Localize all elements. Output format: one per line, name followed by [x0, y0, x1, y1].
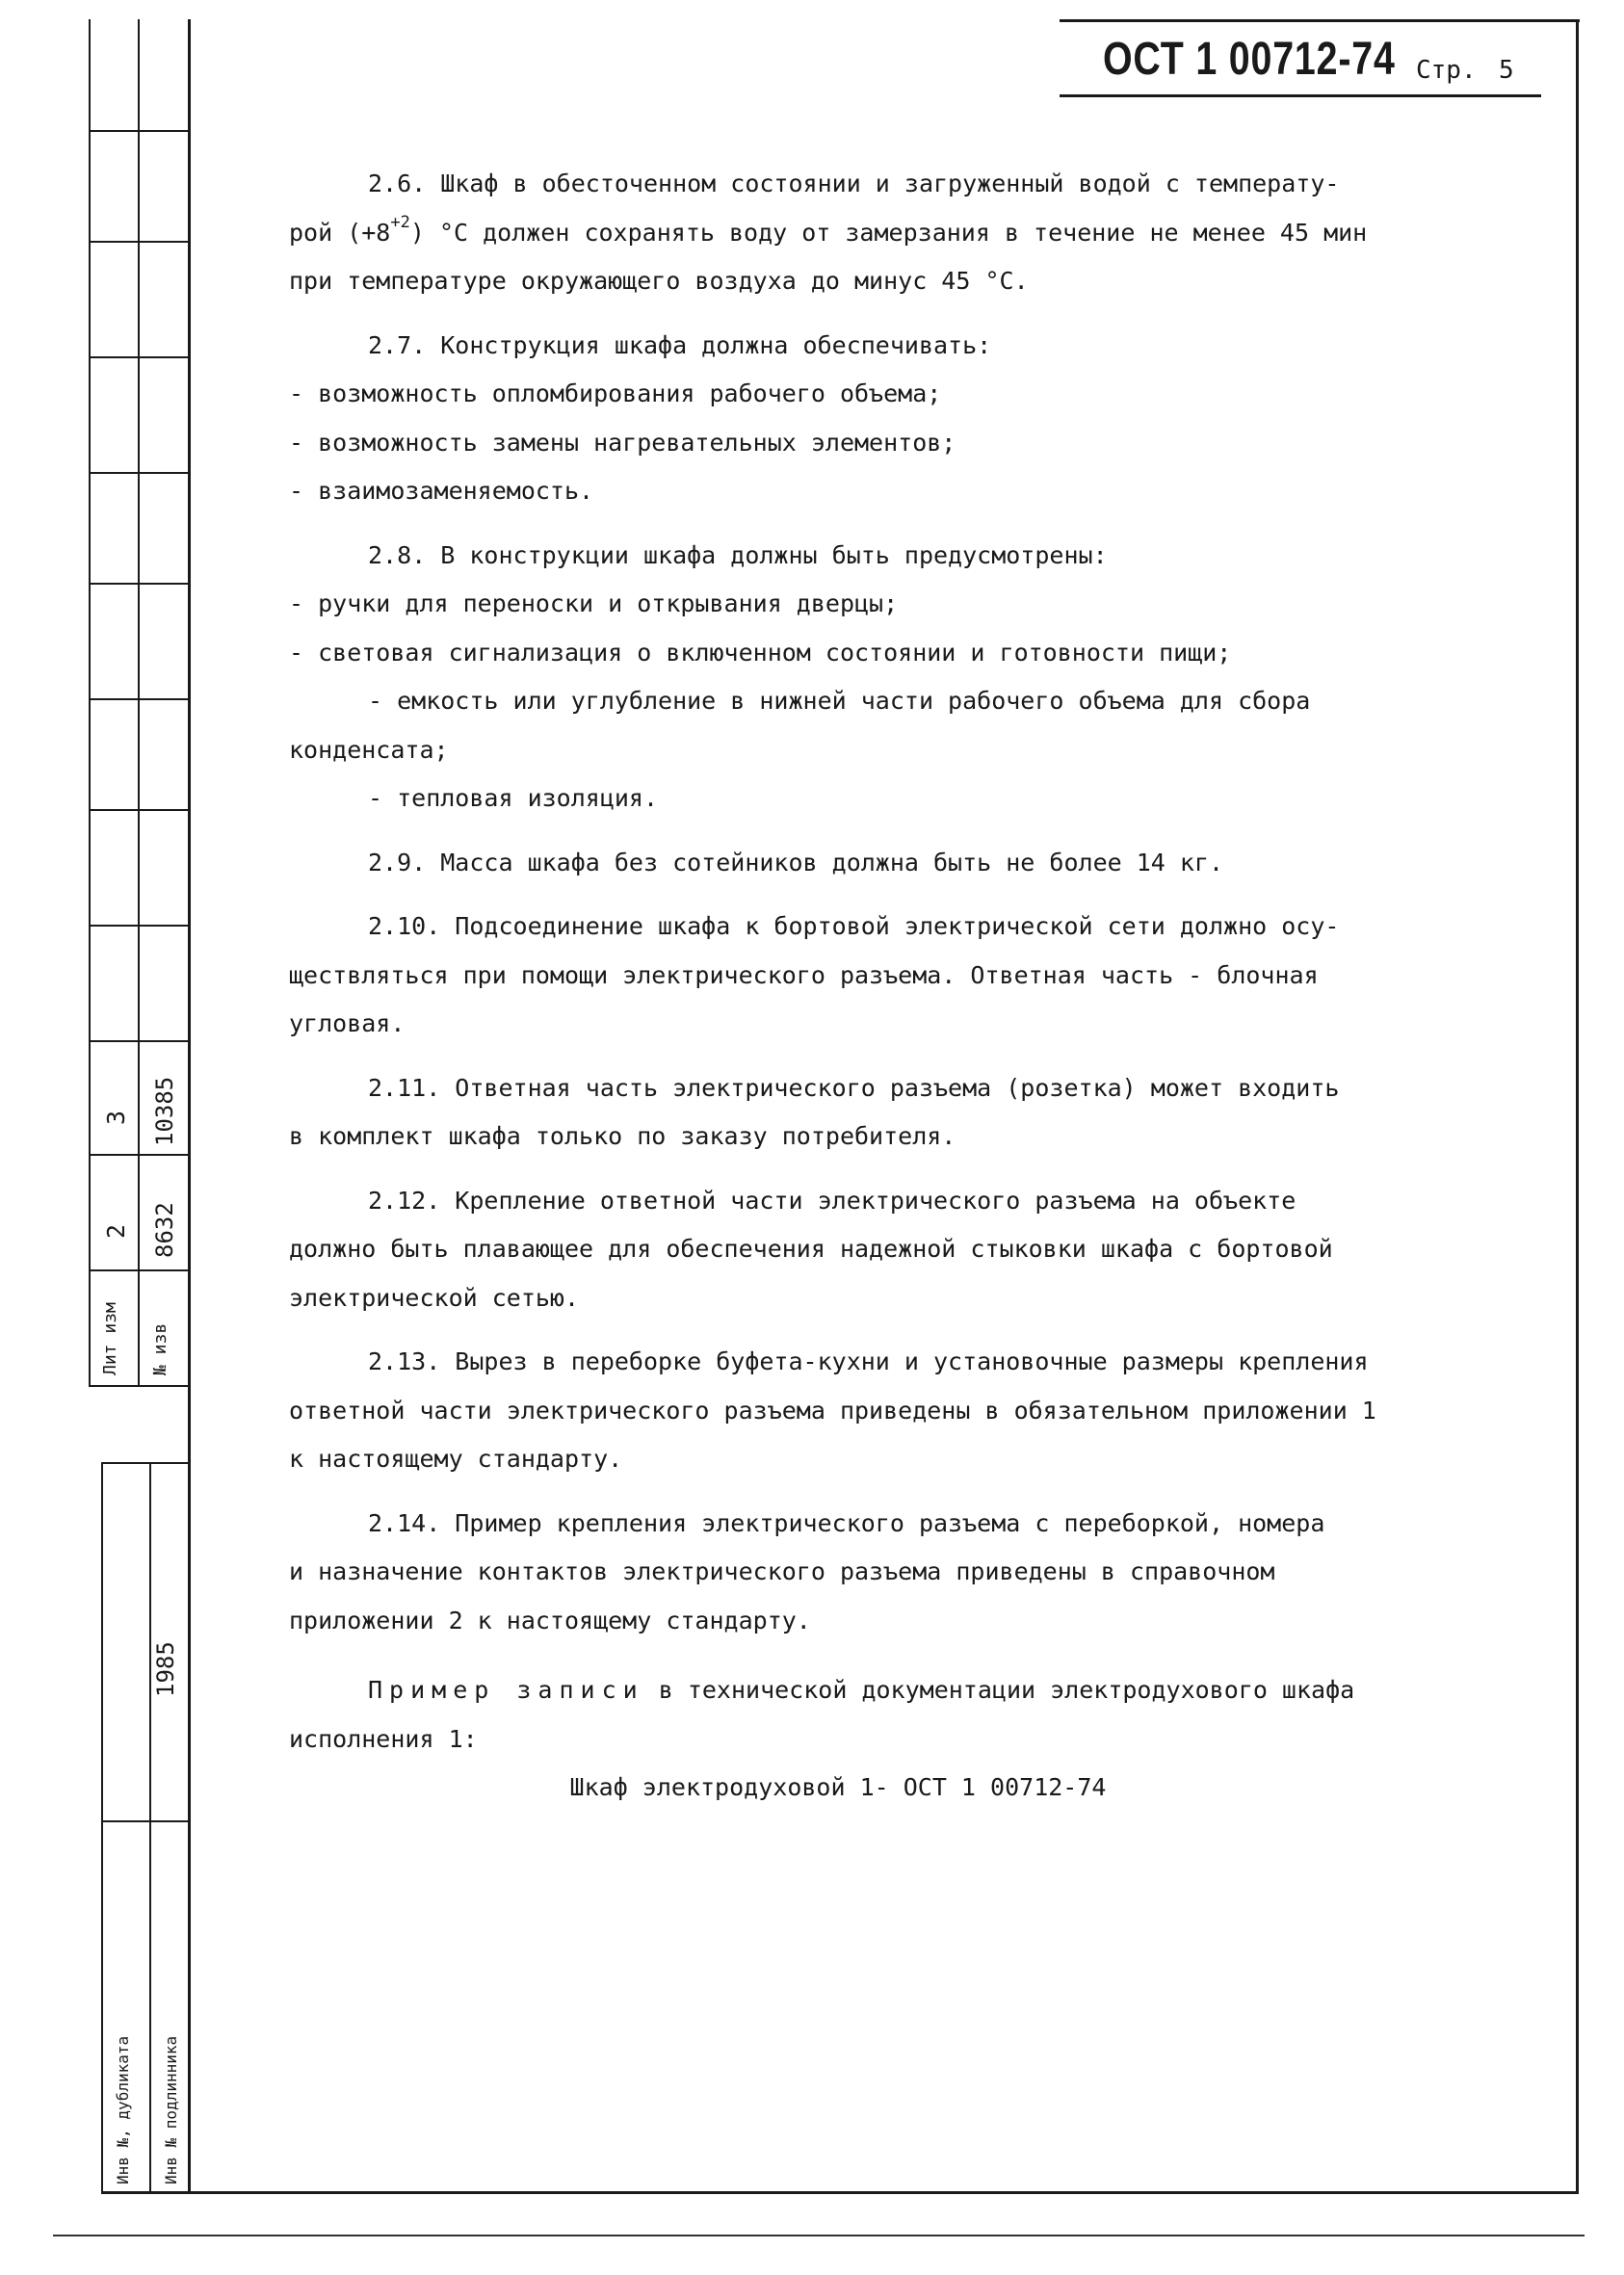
- stamp-year: 1985: [152, 1641, 179, 1697]
- stamp-row: [89, 1269, 188, 1271]
- list-item: - тепловая изоляция.: [368, 784, 659, 812]
- page-bottom-rule: [53, 2235, 1585, 2236]
- paragraph-2-13-line3: к настоящему стандарту.: [289, 1445, 623, 1473]
- paragraph-2-10-line1: 2.10. Подсоединение шкафа к бортовой электрической сети должно осу-: [368, 912, 1340, 940]
- document-code: ОСТ 1 00712-74: [1103, 34, 1396, 85]
- stamp-lower-top: [101, 1462, 190, 1464]
- text-span: рой (+8: [289, 218, 391, 247]
- paragraph-2-14-line1: 2.14. Пример крепления электрического разъема с переборкой, номера: [368, 1508, 1325, 1537]
- list-item: - световая сигнализация о включенном состоянии и готовности пищи;: [289, 638, 1232, 667]
- paragraph-2-13-line1: 2.13. Вырез в переборке буфета-кухни и установочные размеры крепления: [368, 1347, 1369, 1375]
- stamp-row: [89, 809, 188, 811]
- list-item: - возможность опломбирования рабочего объема;: [289, 379, 942, 407]
- paragraph-2-11-line2: в комплект шкафа только по заказу потребителя.: [289, 1122, 956, 1150]
- stamp-dubl-label: Инв №, дубликата: [114, 2035, 132, 2184]
- stamp-lit-label: Лит изм: [100, 1302, 120, 1375]
- example-line1: [289, 1666, 1483, 1715]
- stamp-row: [89, 1385, 188, 1387]
- stamp-row: [89, 698, 188, 700]
- header-underline: [1060, 94, 1541, 97]
- stamp-notice-10385: 10385: [151, 1076, 178, 1146]
- paragraph-2-14-line3: приложении 2 к настоящему стандарту.: [289, 1606, 811, 1634]
- frame-bottom: [101, 2191, 1579, 2194]
- stamp-row: [89, 925, 188, 927]
- list-item: - возможность замены нагревательных элементов;: [289, 428, 956, 457]
- stamp-row: [89, 1154, 188, 1156]
- paragraph-2-10-line3: угловая.: [289, 1009, 406, 1037]
- list-item-continuation: конденсата;: [289, 735, 449, 764]
- list-item: - ручки для переноски и открывания дверцы;: [289, 589, 899, 617]
- frame-top-right: [1060, 19, 1580, 22]
- example-line2: исполнения 1:: [289, 1724, 478, 1753]
- stamp-lower-mid: [149, 1462, 151, 2194]
- paragraph-2-12-line3: электрической сетью.: [289, 1283, 580, 1312]
- example-designation: Шкаф электродуховой 1- ОСТ 1 00712-74: [569, 1773, 1107, 1801]
- paragraph-2-10-line2: ществляться при помощи электрического разъема. Ответная часть - блочная: [289, 960, 1319, 989]
- paragraph-2-14-line2: и назначение контактов электрического разъема приведены в справочном: [289, 1557, 1275, 1585]
- list-item: - взаимозаменяемость.: [289, 477, 594, 505]
- stamp-lower-div: [101, 1820, 190, 1822]
- stamp-row: [89, 241, 188, 243]
- stamp-row: [89, 583, 188, 585]
- paragraph-2-12-line1: 2.12. Крепление ответной части электрического разъема на объекте: [368, 1186, 1297, 1215]
- stamp-change-3: 3: [102, 1110, 130, 1125]
- frame-right: [1576, 19, 1579, 2194]
- paragraph-2-9: 2.9. Масса шкафа без сотейников должна быть не более 14 кг.: [368, 848, 1224, 876]
- stamp-row: [89, 130, 188, 132]
- frame-left: [188, 19, 191, 2194]
- paragraph-2-6-line1: 2.6. Шкаф в обесточенном состоянии и загруженный водой с температу-: [368, 170, 1340, 197]
- text-span: ) °С должен сохранять воду от замерзания в течение не менее 45 мин: [409, 218, 1368, 247]
- paragraph-2-8: 2.8. В конструкции шкафа должны быть предусмотрены:: [368, 540, 1108, 569]
- paragraph-2-13-line2: ответной части электрического разъема приведены в обязательном приложении 1: [289, 1396, 1376, 1425]
- page-label: Стр.: [1416, 56, 1477, 85]
- stamp-col-mid: [138, 19, 140, 1387]
- stamp-row: [89, 356, 188, 358]
- stamp-change-2: 2: [102, 1223, 130, 1239]
- paragraph-2-6-line2: [289, 209, 1483, 258]
- paragraph-2-6-line3: при температуре окружающего воздуха до минус 45 °С.: [289, 267, 1029, 295]
- stamp-notice-8632: 8632: [151, 1202, 178, 1258]
- stamp-row: [89, 472, 188, 474]
- list-item: - емкость или углубление в нижней части рабочего объема для сбора: [368, 687, 1311, 715]
- text-span: в технической документации электродухового шкафа: [643, 1676, 1355, 1704]
- paragraph-2-7: 2.7. Конструкция шкафа должна обеспечивать:: [368, 330, 992, 359]
- stamp-col-outer: [89, 19, 91, 1387]
- document-body: [289, 160, 1483, 1813]
- paragraph-2-12-line2: должно быть плавающее для обеспечения надежной стыковки шкафа с бортовой: [289, 1235, 1333, 1263]
- page-number: 5: [1499, 56, 1514, 85]
- stamp-notice-label: № изв: [150, 1322, 170, 1375]
- stamp-lower-outer: [101, 1462, 103, 2194]
- superscript: +2: [390, 212, 410, 232]
- stamp-row: [89, 1040, 188, 1042]
- stamp-orig-label: Инв № подлинника: [162, 2035, 180, 2184]
- example-spaced-label: Пример записи: [368, 1676, 644, 1704]
- paragraph-2-11-line1: 2.11. Ответная часть электрического разъема (розетка) может входить: [368, 1073, 1340, 1102]
